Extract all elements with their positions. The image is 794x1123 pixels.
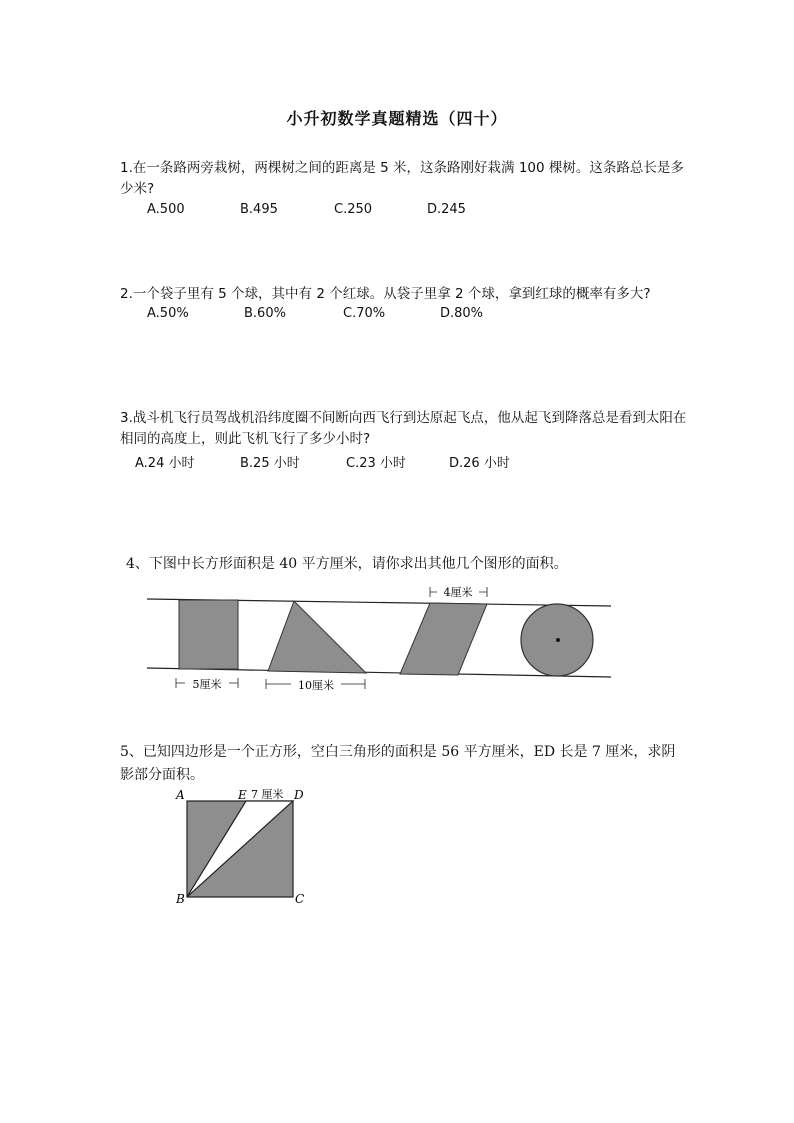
q2-option-b: B.60% bbox=[244, 306, 286, 321]
q1-option-a: A.500 bbox=[147, 202, 185, 217]
dimension-label-4cm: 4厘米 bbox=[443, 586, 473, 599]
segment-label-7cm: 7 厘米 bbox=[251, 788, 284, 801]
dimension-label-10cm: 10厘米 bbox=[298, 679, 334, 692]
q1-option-b: B.495 bbox=[240, 202, 278, 217]
dimension-label-5cm: 5厘米 bbox=[192, 678, 222, 691]
q2-option-c: C.70% bbox=[343, 306, 386, 321]
q3-option-c: C.23 小时 bbox=[346, 456, 406, 471]
q3-option-b: B.25 小时 bbox=[240, 456, 300, 471]
vertex-label-c: C bbox=[295, 892, 305, 906]
vertex-label-d: D bbox=[294, 788, 304, 802]
question-2-text: 2.一个袋子里有 5 个球，其中有 2 个红球。从袋子里拿 2 个球，拿到红球的概率有多大? bbox=[120, 286, 651, 302]
question-3-text: 3.战斗机飞行员驾战机沿纬度圈不间断向西飞行到达原起飞点，他从起飞到降落总是看到太阳在相同的高度上，则此飞机飞行了多少小时? bbox=[120, 410, 687, 447]
q2-option-d: D.80% bbox=[440, 306, 484, 321]
q3-option-d: D.26 小时 bbox=[449, 456, 510, 471]
vertex-label-e: E bbox=[238, 788, 247, 802]
q1-option-c: C.250 bbox=[334, 202, 373, 217]
vertex-label-a: A bbox=[176, 788, 185, 802]
q3-option-a: A.24 小时 bbox=[135, 456, 195, 471]
question-1-text: 1.在一条路两旁栽树，两棵树之间的距离是 5 米，这条路刚好栽满 100 棵树。这条路总长是多少米? bbox=[120, 160, 684, 197]
question-5-text: 5、已知四边形是一个正方形，空白三角形的面积是 56 平方厘米，ED 长是 7 厘米，求阴影部分面积。 bbox=[120, 744, 676, 783]
vertex-label-b: B bbox=[176, 892, 185, 906]
q2-option-a: A.50% bbox=[147, 306, 189, 321]
q1-option-d: D.245 bbox=[427, 202, 466, 217]
question-4-text: 4、下图中长方形面积是 40 平方厘米，请你求出其他几个图形的面积。 bbox=[126, 556, 568, 572]
page-title: 小升初数学真题精选（四十） bbox=[286, 109, 508, 128]
